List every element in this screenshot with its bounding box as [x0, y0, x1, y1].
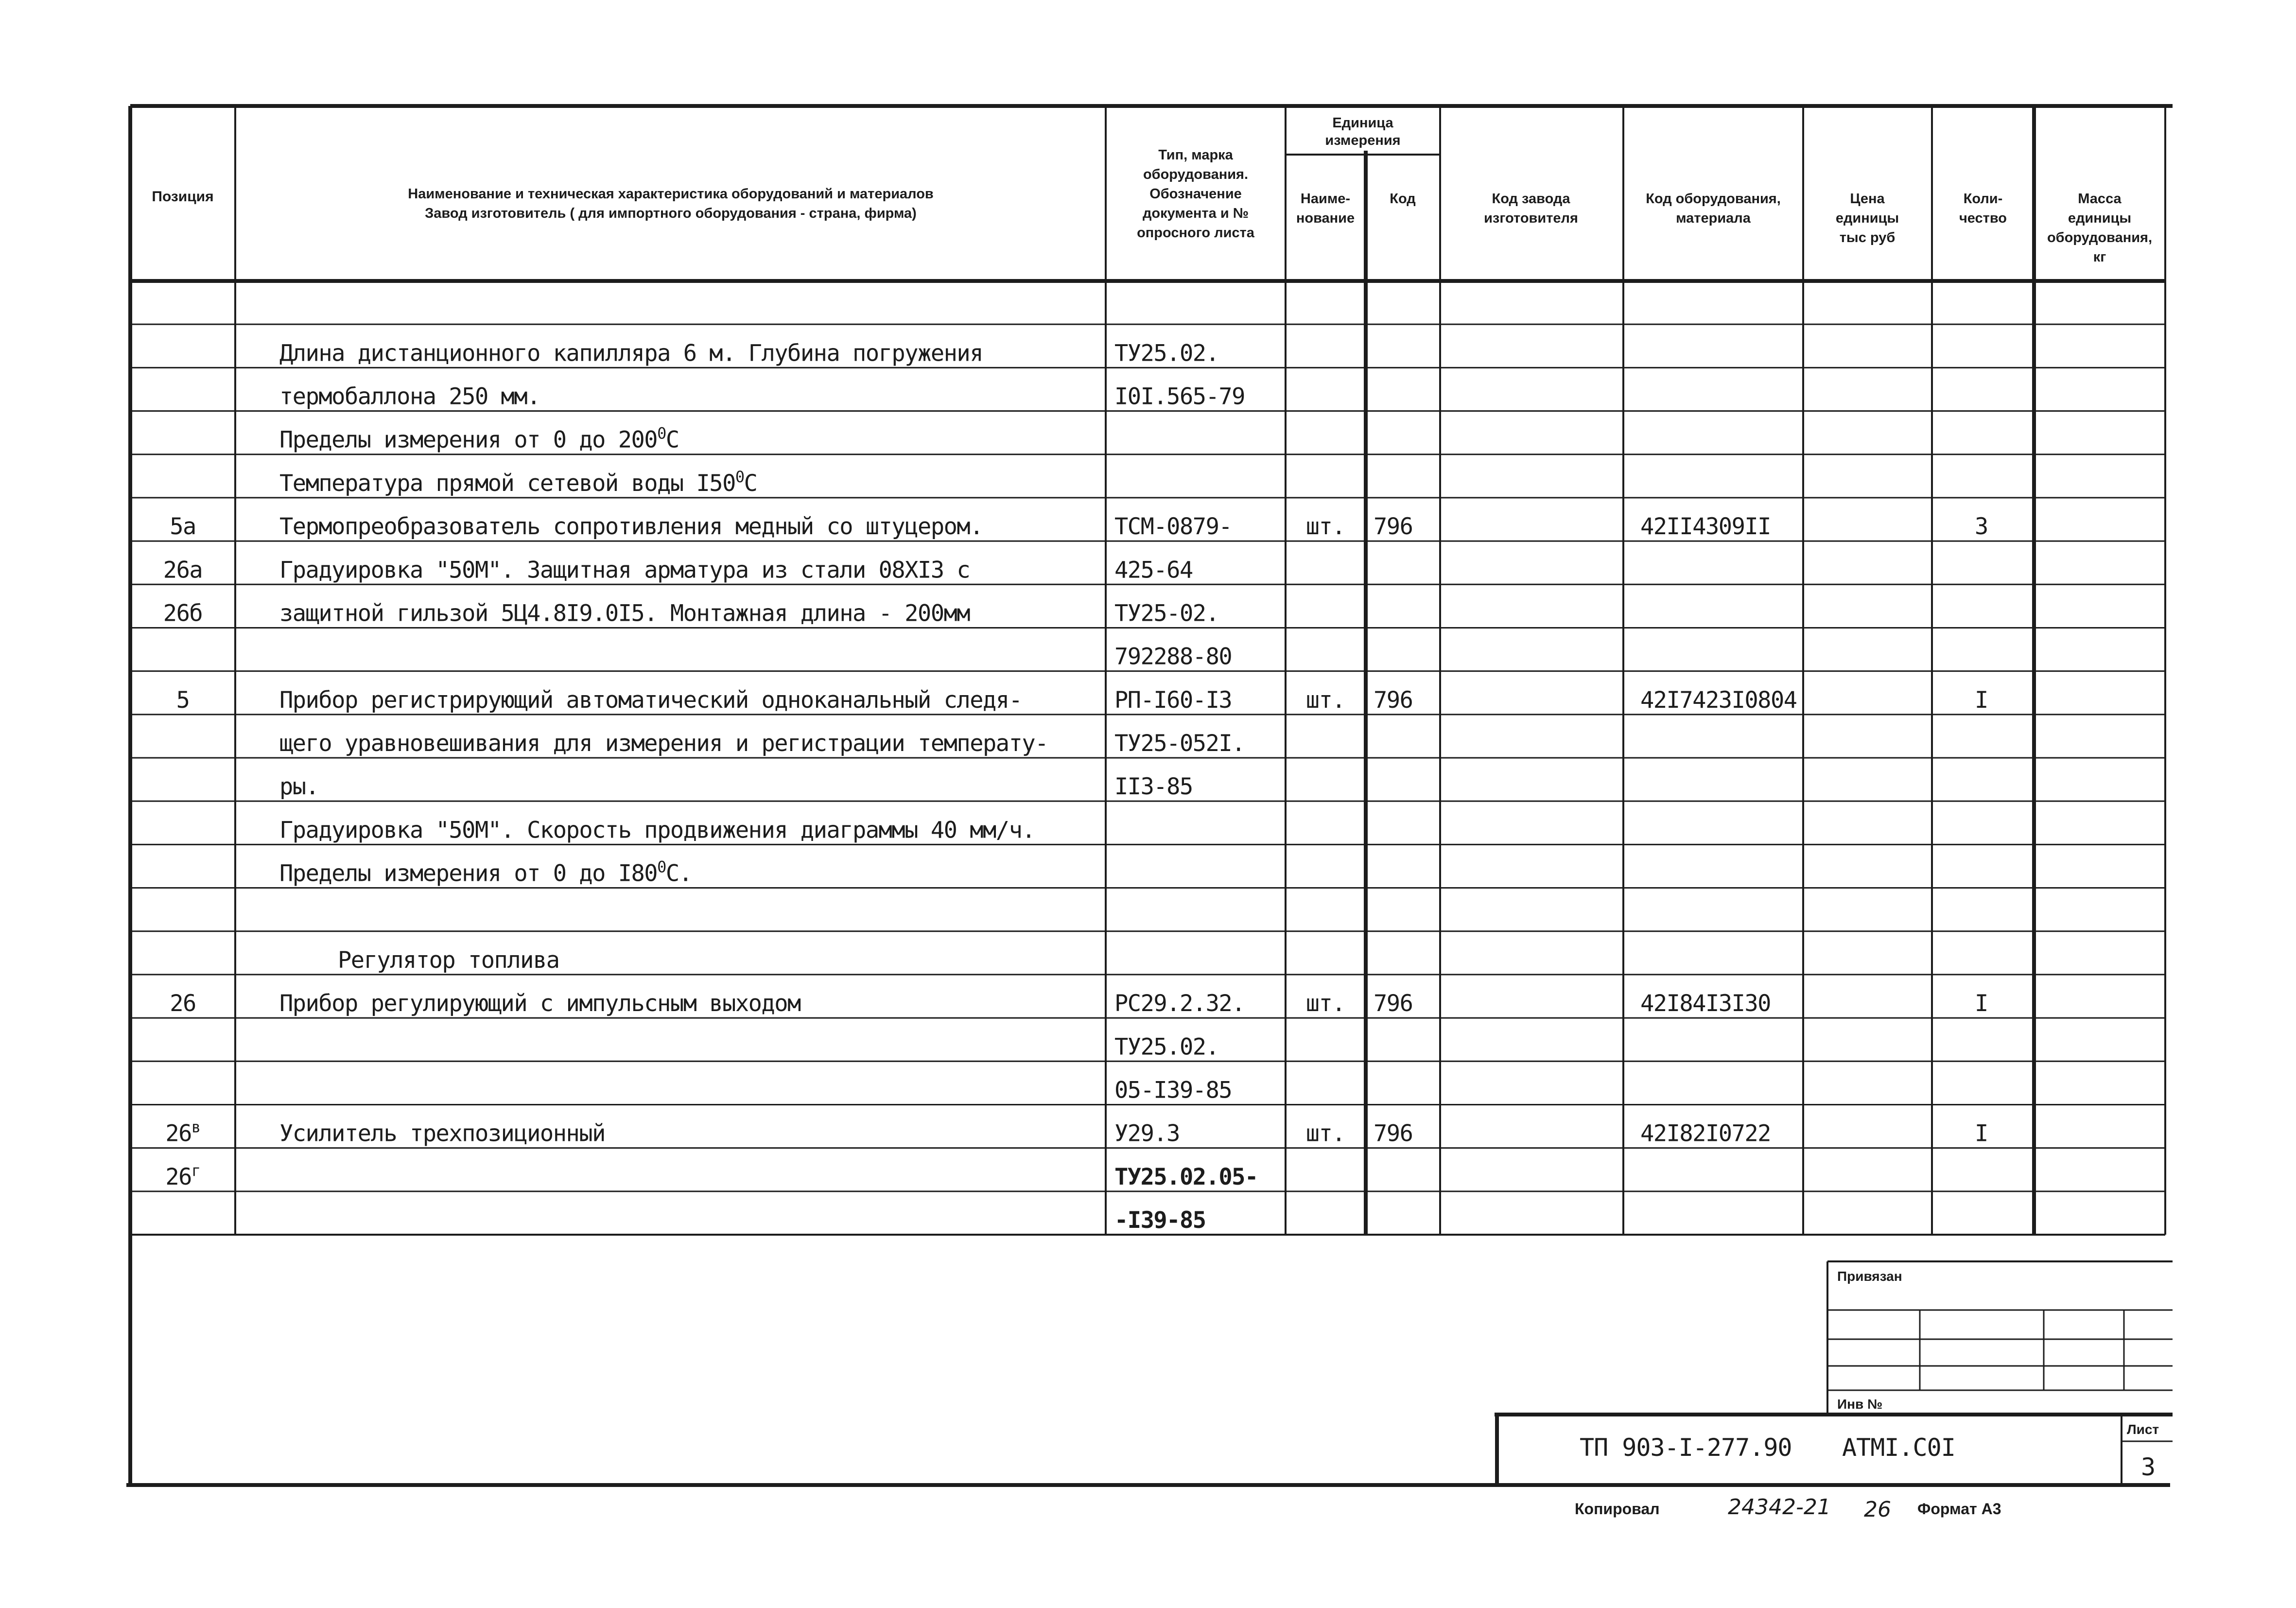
cell-qty: I	[1975, 990, 1988, 1017]
cell-type: ТУ25-02.	[1114, 600, 1219, 627]
cell-name: щего уравновешивания для измерения и регистрации температу-	[279, 730, 1048, 757]
table-row	[130, 584, 2165, 627]
cell-name: Прибор регулирующий с импульсным выходом	[279, 990, 800, 1017]
attached-label: Привязан	[1837, 1269, 1902, 1284]
cell-position: 5а	[170, 513, 196, 541]
cell-type: ТУ25.02.05-	[1114, 1163, 1258, 1190]
cell-type: 05-I39-85	[1114, 1077, 1232, 1104]
header-unit-name-2: нование	[1296, 210, 1355, 226]
cell-name: Пределы измерения от 0 до $I80^0С$.	[279, 857, 692, 887]
cell-unit: шт.	[1305, 1120, 1345, 1147]
cell-type: ТУ25.02.	[1114, 340, 1219, 367]
header-qty-2: чество	[1959, 210, 2007, 226]
doc-code: ТП 903-I-277.90	[1580, 1433, 1792, 1462]
table-body	[130, 324, 2165, 1234]
table-row	[130, 758, 2165, 800]
cell-name: Длина дистанционного капилляра 6 м. Глубина погружения	[279, 340, 983, 367]
header-type-4: документа и №	[1142, 206, 1249, 221]
table-row	[130, 1104, 2165, 1147]
cell-name: Градуировка "50М". Скорость продвижения диаграммы 40 мм/ч.	[279, 817, 1035, 844]
cell-type: 792288-80	[1114, 643, 1232, 670]
cell-unit-code: 796	[1374, 513, 1413, 541]
cell-position: 26	[170, 990, 196, 1017]
cell-name: Прибор регистрирующий автоматический одноканальный следя-	[279, 686, 1022, 714]
cell-position: 26а	[163, 557, 203, 584]
table-row	[130, 1191, 2165, 1234]
header-mass: Масса	[2078, 191, 2122, 207]
cell-position: 26б	[163, 600, 203, 627]
table-row	[130, 1061, 2165, 1103]
header-plant-code: Код завода	[1492, 191, 1570, 207]
header-name-sub: Завод изготовитель ( для импортного оборудования - страна, фирма)	[425, 206, 917, 221]
header-mass-4: кг	[2093, 249, 2106, 265]
cell-equip-code: 42II4309II	[1640, 513, 1771, 541]
cell-name: защитной гильзой 5Ц4.8I9.0I5. Монтажная длина - 200мм	[279, 600, 970, 627]
header-mass-3: оборудования,	[2047, 230, 2153, 245]
header-unit-group: Единица	[1332, 115, 1393, 131]
table-row	[130, 411, 2165, 454]
cell-type: II3-85	[1114, 773, 1193, 801]
table-row	[130, 541, 2165, 583]
table-row	[130, 367, 2165, 410]
cell-type: РС29.2.32.	[1114, 990, 1245, 1017]
table-row	[130, 671, 2165, 714]
header-position: Позиция	[152, 189, 214, 205]
header-mass-2: единицы	[2068, 210, 2132, 226]
page-ref: 26	[1864, 1497, 1891, 1522]
cell-type: ТУ25-052I.	[1114, 730, 1245, 757]
header-unit-code: Код	[1390, 191, 1416, 207]
header-type-3: Обозначение	[1149, 186, 1242, 202]
table-row	[130, 1148, 2165, 1190]
cell-qty: 3	[1975, 513, 1988, 541]
sheet-code: АТМI.С0I	[1842, 1433, 1955, 1462]
header-price-2: единицы	[1835, 210, 1899, 226]
cell-equip-code: 42I84I3I30	[1640, 990, 1771, 1017]
table-header	[152, 115, 2152, 265]
cell-unit: шт.	[1305, 990, 1345, 1017]
header-type-5: опросного листа	[1137, 225, 1254, 241]
table-row	[130, 1018, 2165, 1060]
table-row	[130, 454, 2165, 497]
header-price-3: тыс руб	[1839, 230, 1896, 245]
cell-position: $26^в$	[165, 1118, 200, 1147]
format-label: Формат А3	[1917, 1500, 2001, 1518]
order-number: 24342-21	[1728, 1495, 1831, 1520]
table-row	[130, 801, 2165, 843]
header-qty: Коли-	[1963, 191, 2003, 207]
sheet-label: Лист	[2127, 1422, 2159, 1437]
cell-equip-code: 42I7423I0804	[1640, 686, 1797, 714]
cell-type: I0I.565-79	[1114, 383, 1245, 410]
cell-name: Градуировка "50М". Защитная арматура из стали 08ХI3 с	[279, 557, 970, 584]
cell-unit-code: 796	[1374, 1120, 1413, 1147]
cell-position: $26^г$	[165, 1161, 200, 1190]
header-equip-code-2: материала	[1676, 210, 1751, 226]
title-block	[1495, 1261, 2173, 1485]
table-row	[130, 498, 2165, 540]
cell-name: Усилитель трехпозиционный	[279, 1120, 605, 1147]
cell-type: РП-I60-I3	[1114, 686, 1232, 714]
cell-type: -I39-85	[1114, 1207, 1206, 1234]
table-row	[130, 324, 2165, 367]
table-row	[130, 931, 2165, 974]
cell-unit-code: 796	[1374, 990, 1413, 1017]
cell-equip-code: 42I82I0722	[1640, 1120, 1771, 1147]
cell-type: ТСМ-0879-	[1114, 513, 1232, 541]
cell-position: 5	[176, 686, 190, 714]
cell-name: Регулятор топлива	[338, 946, 559, 974]
inv-label: Инв №	[1837, 1397, 1883, 1412]
header-price: Цена	[1850, 191, 1885, 207]
cell-qty: I	[1975, 1120, 1988, 1147]
cell-name: Термопреобразователь сопротивления медный со штуцером.	[279, 513, 983, 541]
copied-label: Копировал	[1575, 1500, 1660, 1518]
footer	[1575, 1495, 2001, 1522]
cell-name: ры.	[279, 773, 319, 801]
header-type: Тип, марка	[1158, 147, 1233, 163]
cell-type: 425-64	[1114, 557, 1193, 584]
sheet-number: 3	[2141, 1453, 2156, 1481]
cell-type: ТУ25.02.	[1114, 1033, 1219, 1061]
cell-unit: шт.	[1305, 513, 1345, 541]
cell-qty: I	[1975, 686, 1988, 714]
cell-name: термобаллона 250 мм.	[279, 383, 540, 410]
table-row	[130, 975, 2165, 1017]
header-unit-group-2: измерения	[1325, 133, 1401, 148]
cell-unit-code: 796	[1374, 686, 1413, 714]
header-type-2: оборудования.	[1143, 167, 1249, 182]
cell-unit: шт.	[1305, 686, 1345, 714]
table-row	[130, 715, 2165, 757]
cell-type: У29.3	[1114, 1120, 1180, 1147]
table-row	[130, 844, 2165, 887]
cell-name: Пределы измерения от 0 до $200^0С$	[279, 424, 679, 454]
table-row	[130, 628, 2165, 670]
header-name: Наименование и техническая характеристика оборудований и материалов	[408, 186, 934, 202]
header-unit-name: Наиме-	[1300, 191, 1351, 207]
cell-name: Температура прямой сетевой воды $I50^0С$	[279, 467, 757, 497]
header-plant-code-2: изготовителя	[1484, 210, 1578, 226]
header-equip-code: Код оборудования,	[1646, 191, 1781, 207]
